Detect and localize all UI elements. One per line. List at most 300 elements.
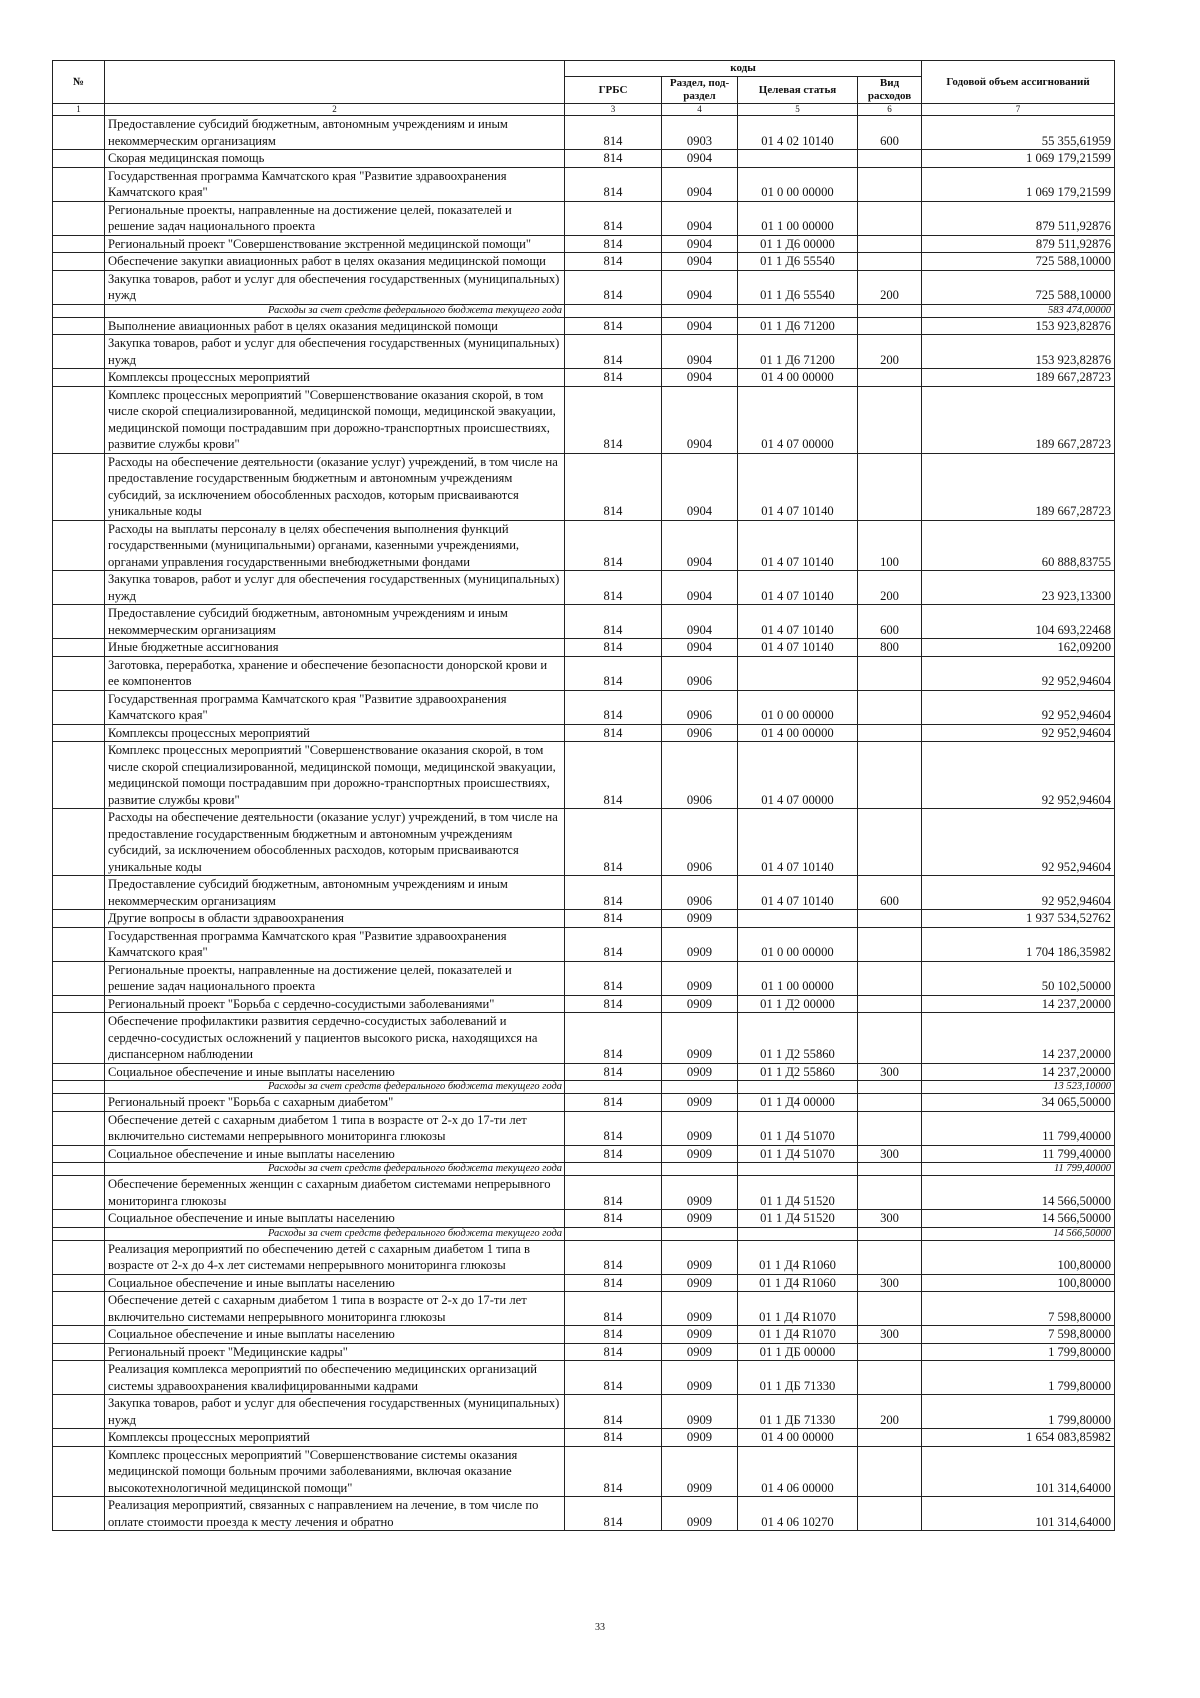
cell-grbs: 814: [565, 453, 662, 520]
cell-no: [53, 876, 105, 910]
cell-expense-type: 300: [858, 1063, 922, 1081]
cell-section: 0906: [662, 809, 738, 876]
cell-grbs: 814: [565, 1395, 662, 1429]
header-codes: коды: [565, 61, 922, 77]
cell-grbs: 814: [565, 1094, 662, 1112]
cell-name: Расходы за счет средств федерального бюджета текущего года: [105, 1163, 565, 1176]
cell-amount: 153 923,82876: [922, 335, 1115, 369]
cell-grbs: 814: [565, 1429, 662, 1447]
cell-amount: 92 952,94604: [922, 656, 1115, 690]
cell-section: 0904: [662, 369, 738, 387]
table-row: [53, 1497, 1115, 1531]
cell-expense-type: [858, 910, 922, 928]
cell-amount: 1 069 179,21599: [922, 150, 1115, 168]
cell-amount: 14 566,50000: [922, 1210, 1115, 1228]
cell-amount: 60 888,83755: [922, 520, 1115, 571]
cell-amount: 13 523,10000: [922, 1081, 1115, 1094]
cell-amount: 879 511,92876: [922, 201, 1115, 235]
cell-expense-type: [858, 1163, 922, 1176]
cell-section: 0909: [662, 910, 738, 928]
cell-expense-type: [858, 742, 922, 809]
cell-name: Региональный проект "Борьба с сахарным диабетом": [105, 1094, 565, 1112]
table-row: [53, 571, 1115, 605]
cell-article: 01 1 Д4 51070: [738, 1111, 858, 1145]
cell-section: [662, 1081, 738, 1094]
cell-section: 0904: [662, 201, 738, 235]
cell-amount: 11 799,40000: [922, 1163, 1115, 1176]
cell-grbs: 814: [565, 724, 662, 742]
cell-section: 0904: [662, 150, 738, 168]
cell-article: 01 4 07 10140: [738, 453, 858, 520]
cell-no: [53, 1343, 105, 1361]
cell-section: 0909: [662, 1274, 738, 1292]
cell-article: 01 1 Д6 71200: [738, 317, 858, 335]
cell-expense-type: [858, 690, 922, 724]
cell-name: Государственная программа Камчатского края "Развитие здравоохранения Камчатского края": [105, 927, 565, 961]
cell-name: Социальное обеспечение и иные выплаты населению: [105, 1145, 565, 1163]
table-header: [53, 61, 1115, 116]
cell-name: Реализация мероприятий, связанных с направлением на лечение, в том числе по оплате стоимости проезда к месту лечения и обратно: [105, 1497, 565, 1531]
cell-section: 0909: [662, 927, 738, 961]
cell-name: Социальное обеспечение и иные выплаты населению: [105, 1210, 565, 1228]
cell-section: 0909: [662, 1395, 738, 1429]
cell-section: 0906: [662, 690, 738, 724]
table-row: [53, 253, 1115, 271]
cell-name: Комплекс процессных мероприятий "Совершенствование оказания скорой, в том числе скорой специализированной, медицинской помощи, медицинской эвакуации, медицинской помощи пострадавшим при дорожно-транспортных происшествиях, развитие службы крови": [105, 386, 565, 453]
table-row: [53, 1240, 1115, 1274]
cell-no: [53, 1292, 105, 1326]
table-row: [53, 927, 1115, 961]
cell-amount: 1 069 179,21599: [922, 167, 1115, 201]
federal-budget-note-row: [53, 1163, 1115, 1176]
cell-section: 0904: [662, 335, 738, 369]
cell-amount: 23 923,13300: [922, 571, 1115, 605]
cell-name: Комплекс процессных мероприятий "Совершенствование оказания скорой, в том числе скорой специализированной, медицинской помощи, медицинской эвакуации, медицинской помощи пострадавшим при дорожно-транспортных происшествиях, развитие службы крови": [105, 742, 565, 809]
cell-name: Социальное обеспечение и иные выплаты населению: [105, 1326, 565, 1344]
cell-expense-type: [858, 369, 922, 387]
table-row: [53, 1063, 1115, 1081]
table-row: [53, 235, 1115, 253]
cell-article: 01 1 Д4 R1060: [738, 1274, 858, 1292]
cell-name: Реализация комплекса мероприятий по обеспечению медицинских организаций системы здравоохранения квалифицированными кадрами: [105, 1361, 565, 1395]
cell-amount: 189 667,28723: [922, 386, 1115, 453]
cell-section: 0904: [662, 605, 738, 639]
cell-article: 01 1 ДБ 71330: [738, 1361, 858, 1395]
table-row: [53, 1111, 1115, 1145]
table-row: [53, 167, 1115, 201]
cell-grbs: 814: [565, 1145, 662, 1163]
table-row: [53, 201, 1115, 235]
federal-budget-note-row: [53, 304, 1115, 317]
cell-no: [53, 369, 105, 387]
cell-section: 0909: [662, 1176, 738, 1210]
cell-name: Социальное обеспечение и иные выплаты населению: [105, 1063, 565, 1081]
cell-expense-type: 200: [858, 270, 922, 304]
cell-no: [53, 453, 105, 520]
cell-section: 0909: [662, 1111, 738, 1145]
cell-expense-type: [858, 386, 922, 453]
cell-name: Расходы на обеспечение деятельности (оказание услуг) учреждений, в том числе на предоставление государственным бюджетным и автономным учреждениям субсидий, за исключением обособленных расходов, которым присваиваются уникальные коды: [105, 809, 565, 876]
col-number: 6: [858, 104, 922, 116]
cell-article: 01 4 00 00000: [738, 724, 858, 742]
cell-name: Выполнение авиационных работ в целях оказания медицинской помощи: [105, 317, 565, 335]
cell-article: 01 4 07 10140: [738, 571, 858, 605]
table-row: [53, 335, 1115, 369]
cell-section: 0909: [662, 1240, 738, 1274]
cell-article: 01 0 00 00000: [738, 690, 858, 724]
cell-no: [53, 656, 105, 690]
cell-expense-type: 600: [858, 116, 922, 150]
cell-amount: 1 799,80000: [922, 1361, 1115, 1395]
cell-name: Другие вопросы в области здравоохранения: [105, 910, 565, 928]
cell-expense-type: [858, 1292, 922, 1326]
cell-amount: 725 588,10000: [922, 253, 1115, 271]
table-row: [53, 961, 1115, 995]
col-number: 7: [922, 104, 1115, 116]
header-annual: Годовой объем ассигнований: [922, 61, 1115, 104]
table-row: [53, 910, 1115, 928]
cell-section: 0906: [662, 742, 738, 809]
cell-section: 0909: [662, 1361, 738, 1395]
cell-expense-type: [858, 304, 922, 317]
cell-expense-type: 200: [858, 571, 922, 605]
cell-amount: 101 314,64000: [922, 1497, 1115, 1531]
cell-section: 0909: [662, 1446, 738, 1497]
cell-no: [53, 167, 105, 201]
cell-name: Реализация мероприятий по обеспечению детей с сахарным диабетом 1 типа в возрасте от 2-х до 4-х лет системами непрерывного мониторинга глюкозы: [105, 1240, 565, 1274]
cell-expense-type: [858, 1497, 922, 1531]
cell-grbs: 814: [565, 386, 662, 453]
cell-article: 01 1 Д6 55540: [738, 270, 858, 304]
cell-expense-type: [858, 809, 922, 876]
cell-name: Расходы за счет средств федерального бюджета текущего года: [105, 304, 565, 317]
cell-expense-type: 200: [858, 335, 922, 369]
cell-article: [738, 910, 858, 928]
cell-article: 01 1 Д6 71200: [738, 335, 858, 369]
cell-no: [53, 910, 105, 928]
federal-budget-note-row: [53, 1227, 1115, 1240]
cell-grbs: [565, 1081, 662, 1094]
header-column-numbers: [53, 104, 1115, 116]
table-row: [53, 1395, 1115, 1429]
cell-name: Комплексы процессных мероприятий: [105, 724, 565, 742]
cell-amount: 50 102,50000: [922, 961, 1115, 995]
cell-name: Региональный проект "Медицинские кадры": [105, 1343, 565, 1361]
cell-expense-type: [858, 1361, 922, 1395]
cell-article: 01 1 Д4 51520: [738, 1210, 858, 1228]
cell-article: 01 4 02 10140: [738, 116, 858, 150]
table-row: [53, 742, 1115, 809]
cell-grbs: 814: [565, 690, 662, 724]
cell-name: Региональные проекты, направленные на достижение целей, показателей и решение задач национального проекта: [105, 201, 565, 235]
cell-section: 0909: [662, 995, 738, 1013]
cell-no: [53, 639, 105, 657]
cell-grbs: 814: [565, 656, 662, 690]
cell-grbs: [565, 1227, 662, 1240]
cell-section: 0904: [662, 453, 738, 520]
cell-article: 01 4 07 00000: [738, 742, 858, 809]
cell-grbs: 814: [565, 116, 662, 150]
header-grbs: ГРБС: [565, 77, 662, 104]
cell-article: 01 4 06 10270: [738, 1497, 858, 1531]
cell-name: Расходы на выплаты персоналу в целях обеспечения выполнения функций государственными (муниципальными) органами, казенными учреждениями, органами управления государственными внебюджетными фондами: [105, 520, 565, 571]
cell-amount: 189 667,28723: [922, 453, 1115, 520]
cell-section: 0909: [662, 1145, 738, 1163]
cell-expense-type: [858, 253, 922, 271]
cell-article: 01 1 Д2 00000: [738, 995, 858, 1013]
cell-no: [53, 335, 105, 369]
cell-grbs: 814: [565, 961, 662, 995]
cell-grbs: 814: [565, 1446, 662, 1497]
cell-amount: 101 314,64000: [922, 1446, 1115, 1497]
table-row: [53, 1292, 1115, 1326]
cell-no: [53, 995, 105, 1013]
cell-article: [738, 656, 858, 690]
cell-grbs: 814: [565, 270, 662, 304]
cell-grbs: 814: [565, 995, 662, 1013]
table-row: [53, 317, 1115, 335]
cell-name: Закупка товаров, работ и услуг для обеспечения государственных (муниципальных) нужд: [105, 1395, 565, 1429]
cell-expense-type: 600: [858, 605, 922, 639]
cell-article: 01 4 07 10140: [738, 876, 858, 910]
cell-no: [53, 1274, 105, 1292]
cell-amount: 153 923,82876: [922, 317, 1115, 335]
header-section: Раздел, под-раздел: [662, 77, 738, 104]
table-row: [53, 639, 1115, 657]
cell-article: 01 0 00 00000: [738, 167, 858, 201]
cell-name: Обеспечение закупки авиационных работ в целях оказания медицинской помощи: [105, 253, 565, 271]
cell-expense-type: [858, 1429, 922, 1447]
cell-expense-type: [858, 1446, 922, 1497]
col-number: 1: [53, 104, 105, 116]
cell-section: 0906: [662, 876, 738, 910]
table-row: [53, 724, 1115, 742]
cell-name: Региональный проект "Совершенствование экстренной медицинской помощи": [105, 235, 565, 253]
cell-amount: 7 598,80000: [922, 1326, 1115, 1344]
table-row: [53, 1446, 1115, 1497]
cell-amount: 14 237,20000: [922, 995, 1115, 1013]
table-row: [53, 995, 1115, 1013]
cell-name: Расходы за счет средств федерального бюджета текущего года: [105, 1227, 565, 1240]
cell-expense-type: 300: [858, 1274, 922, 1292]
table-row: [53, 520, 1115, 571]
cell-article: 01 0 00 00000: [738, 927, 858, 961]
table-row: [53, 270, 1115, 304]
cell-expense-type: [858, 1013, 922, 1064]
table-row: [53, 150, 1115, 168]
cell-no: [53, 1063, 105, 1081]
cell-name: Комплексы процессных мероприятий: [105, 1429, 565, 1447]
table-row: [53, 453, 1115, 520]
col-number: 5: [738, 104, 858, 116]
cell-expense-type: [858, 1176, 922, 1210]
cell-no: [53, 150, 105, 168]
cell-amount: 1 799,80000: [922, 1343, 1115, 1361]
cell-expense-type: [858, 201, 922, 235]
cell-grbs: 814: [565, 253, 662, 271]
header-no: №: [53, 61, 105, 104]
cell-grbs: 814: [565, 1361, 662, 1395]
cell-no: [53, 116, 105, 150]
cell-name: Закупка товаров, работ и услуг для обеспечения государственных (муниципальных) нужд: [105, 335, 565, 369]
cell-amount: 34 065,50000: [922, 1094, 1115, 1112]
col-number: 2: [105, 104, 565, 116]
cell-amount: 725 588,10000: [922, 270, 1115, 304]
cell-no: [53, 809, 105, 876]
cell-section: 0904: [662, 270, 738, 304]
cell-article: 01 1 Д4 R1060: [738, 1240, 858, 1274]
cell-article: 01 1 00 00000: [738, 961, 858, 995]
cell-grbs: 814: [565, 201, 662, 235]
cell-grbs: [565, 1163, 662, 1176]
cell-no: [53, 1210, 105, 1228]
cell-no: [53, 1081, 105, 1094]
cell-expense-type: [858, 656, 922, 690]
cell-no: [53, 1361, 105, 1395]
cell-section: 0906: [662, 724, 738, 742]
cell-article: [738, 1227, 858, 1240]
cell-article: 01 1 Д4 R1070: [738, 1326, 858, 1344]
cell-expense-type: [858, 724, 922, 742]
header-article: Целевая статья: [738, 77, 858, 104]
cell-name: Региональные проекты, направленные на достижение целей, показателей и решение задач национального проекта: [105, 961, 565, 995]
cell-amount: 92 952,94604: [922, 876, 1115, 910]
page-number: 33: [595, 1622, 605, 1633]
cell-grbs: 814: [565, 927, 662, 961]
cell-name: Социальное обеспечение и иные выплаты населению: [105, 1274, 565, 1292]
table-row: [53, 116, 1115, 150]
cell-expense-type: [858, 1111, 922, 1145]
cell-grbs: [565, 304, 662, 317]
cell-name: Расходы за счет средств федерального бюджета текущего года: [105, 1081, 565, 1094]
cell-no: [53, 1240, 105, 1274]
cell-expense-type: [858, 927, 922, 961]
cell-grbs: 814: [565, 1013, 662, 1064]
cell-no: [53, 1176, 105, 1210]
cell-no: [53, 304, 105, 317]
cell-amount: 11 799,40000: [922, 1111, 1115, 1145]
cell-name: Обеспечение профилактики развития сердечно-сосудистых заболеваний и сердечно-сосудистых осложнений у пациентов высокого риска, находящихся на диспансерном наблюдении: [105, 1013, 565, 1064]
cell-expense-type: [858, 1227, 922, 1240]
cell-section: 0904: [662, 639, 738, 657]
cell-article: 01 4 07 00000: [738, 386, 858, 453]
cell-amount: 14 566,50000: [922, 1227, 1115, 1240]
table-row: [53, 605, 1115, 639]
cell-grbs: 814: [565, 1111, 662, 1145]
cell-amount: 1 654 083,85982: [922, 1429, 1115, 1447]
cell-no: [53, 1497, 105, 1531]
cell-no: [53, 1446, 105, 1497]
cell-grbs: 814: [565, 1326, 662, 1344]
cell-name: Заготовка, переработка, хранение и обеспечение безопасности донорской крови и ее компонентов: [105, 656, 565, 690]
cell-article: 01 4 06 00000: [738, 1446, 858, 1497]
cell-article: 01 4 00 00000: [738, 1429, 858, 1447]
cell-grbs: 814: [565, 809, 662, 876]
cell-amount: 14 237,20000: [922, 1013, 1115, 1064]
cell-no: [53, 235, 105, 253]
col-number: 4: [662, 104, 738, 116]
cell-amount: 92 952,94604: [922, 690, 1115, 724]
cell-grbs: 814: [565, 167, 662, 201]
cell-amount: 14 237,20000: [922, 1063, 1115, 1081]
cell-name: Обеспечение детей с сахарным диабетом 1 типа в возрасте от 2-х до 17-ти лет включительно системами непрерывного мониторинга глюкозы: [105, 1292, 565, 1326]
appropriations-table: [52, 60, 1115, 1531]
cell-grbs: 814: [565, 1274, 662, 1292]
cell-article: 01 1 Д4 51070: [738, 1145, 858, 1163]
cell-article: [738, 1081, 858, 1094]
cell-amount: 100,80000: [922, 1274, 1115, 1292]
cell-grbs: 814: [565, 317, 662, 335]
cell-article: [738, 150, 858, 168]
cell-amount: 583 474,00000: [922, 304, 1115, 317]
table-row: [53, 369, 1115, 387]
cell-no: [53, 1326, 105, 1344]
cell-article: 01 1 00 00000: [738, 201, 858, 235]
cell-article: [738, 1163, 858, 1176]
cell-name: Закупка товаров, работ и услуг для обеспечения государственных (муниципальных) нужд: [105, 571, 565, 605]
cell-grbs: 814: [565, 742, 662, 809]
cell-article: 01 1 Д6 00000: [738, 235, 858, 253]
cell-article: 01 4 07 10140: [738, 520, 858, 571]
cell-no: [53, 520, 105, 571]
cell-amount: 1 704 186,35982: [922, 927, 1115, 961]
cell-article: 01 4 07 10140: [738, 639, 858, 657]
cell-no: [53, 742, 105, 809]
cell-section: 0904: [662, 253, 738, 271]
cell-expense-type: [858, 1081, 922, 1094]
cell-article: 01 1 Д4 R1070: [738, 1292, 858, 1326]
cell-expense-type: 300: [858, 1145, 922, 1163]
cell-grbs: 814: [565, 1343, 662, 1361]
cell-section: 0904: [662, 571, 738, 605]
cell-section: 0904: [662, 235, 738, 253]
cell-section: 0909: [662, 1292, 738, 1326]
cell-article: 01 1 Д4 00000: [738, 1094, 858, 1112]
cell-section: 0909: [662, 961, 738, 995]
table-row: [53, 1429, 1115, 1447]
cell-name: Предоставление субсидий бюджетным, автономным учреждениям и иным некоммерческим организациям: [105, 116, 565, 150]
cell-no: [53, 605, 105, 639]
cell-section: [662, 1163, 738, 1176]
cell-no: [53, 1094, 105, 1112]
cell-grbs: 814: [565, 335, 662, 369]
cell-expense-type: [858, 1343, 922, 1361]
cell-no: [53, 961, 105, 995]
cell-no: [53, 690, 105, 724]
table-row: [53, 1094, 1115, 1112]
table-row: [53, 690, 1115, 724]
cell-grbs: 814: [565, 605, 662, 639]
cell-grbs: 814: [565, 1497, 662, 1531]
cell-section: 0909: [662, 1013, 738, 1064]
cell-expense-type: 300: [858, 1210, 922, 1228]
cell-name: Государственная программа Камчатского края "Развитие здравоохранения Камчатского края": [105, 690, 565, 724]
cell-amount: 11 799,40000: [922, 1145, 1115, 1163]
cell-grbs: 814: [565, 876, 662, 910]
cell-name: Скорая медицинская помощь: [105, 150, 565, 168]
cell-article: 01 1 Д6 55540: [738, 253, 858, 271]
cell-section: [662, 304, 738, 317]
cell-article: 01 1 Д4 51520: [738, 1176, 858, 1210]
cell-article: 01 1 Д2 55860: [738, 1013, 858, 1064]
cell-article: 01 1 ДБ 00000: [738, 1343, 858, 1361]
cell-expense-type: [858, 235, 922, 253]
cell-grbs: 814: [565, 369, 662, 387]
table-row: [53, 1145, 1115, 1163]
table-row: [53, 1326, 1115, 1344]
cell-section: 0904: [662, 520, 738, 571]
cell-name: Обеспечение детей с сахарным диабетом 1 типа в возрасте от 2-х до 17-ти лет включительно системами непрерывного мониторинга глюкозы: [105, 1111, 565, 1145]
